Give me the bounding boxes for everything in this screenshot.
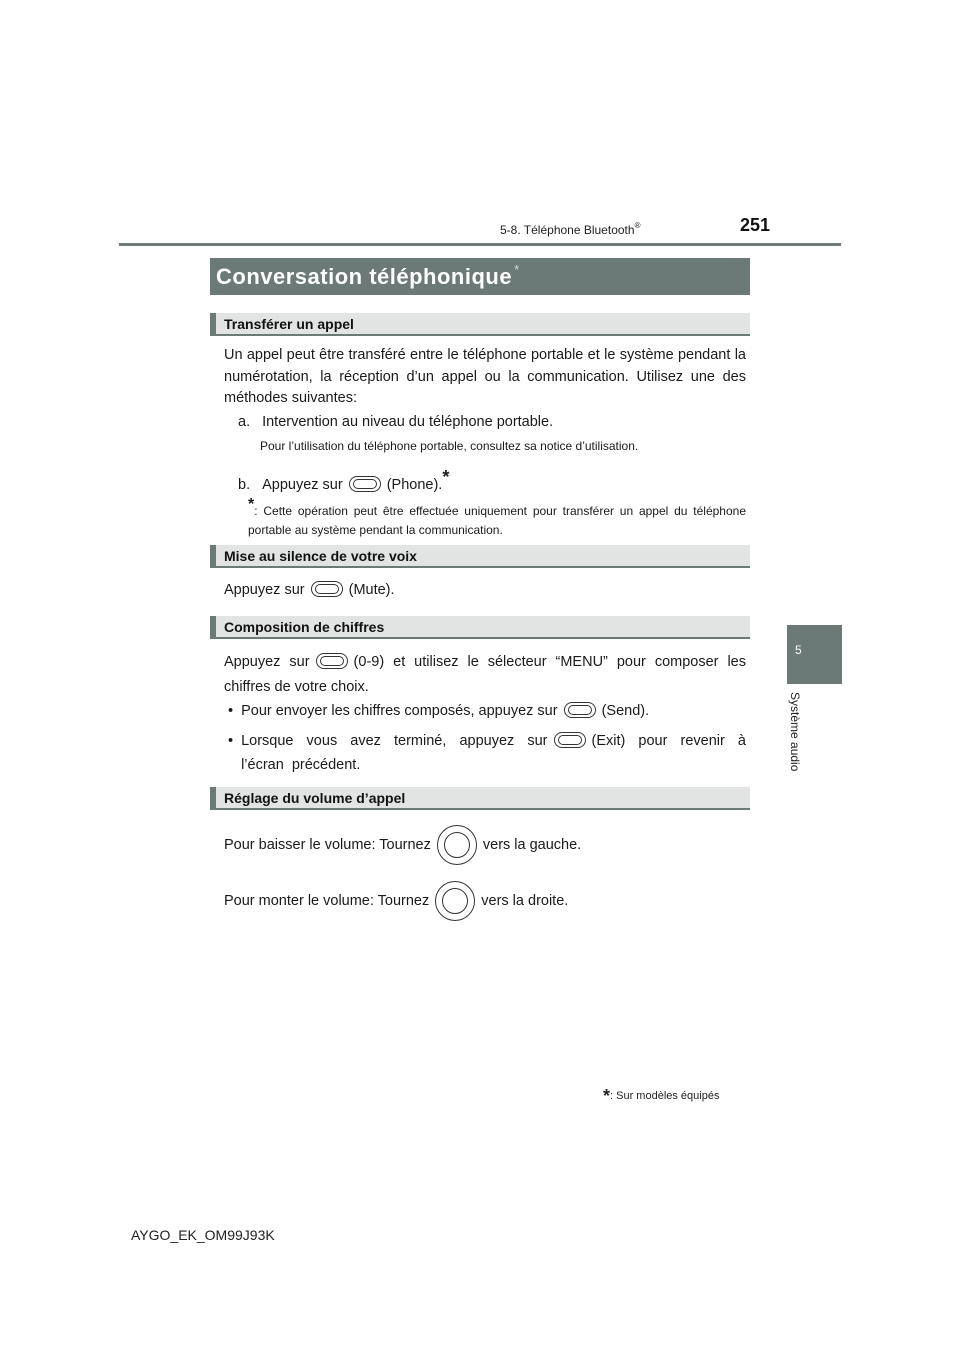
mute-instruction: [224, 579, 395, 601]
asterisk-marker: *: [442, 467, 450, 487]
mute-button-icon: [311, 581, 343, 597]
digits-bullet-send: [228, 700, 649, 722]
send-button-icon: [564, 702, 596, 718]
volume-up-suffix: vers la droite.: [481, 893, 569, 909]
phone-button-icon: [349, 476, 381, 492]
digits-suffix: (0-9) et utilisez le sélecteur “MENU” pour composer les chiffres de votre choix.: [224, 654, 746, 695]
chapter-number: 5: [795, 643, 802, 657]
chapter-label: Système audio: [788, 692, 802, 772]
subheading-mute: [210, 545, 750, 568]
volume-up-instruction: [224, 881, 568, 921]
bullet-exit-suffix: (Exit) pour revenir à l’écran précédent.: [241, 733, 746, 773]
footnote-text: : Sur modèles équipés: [610, 1090, 720, 1102]
bullet-send-prefix: Pour envoyer les chiffres composés, appuyez sur: [241, 703, 558, 719]
digits-prefix: Appuyez sur: [224, 654, 310, 670]
bullet-dot: •: [228, 733, 234, 749]
item-b-prefix: Appuyez sur: [262, 477, 343, 493]
bullet-exit-prefix: Lorsque vous avez terminé, appuyez sur: [241, 733, 548, 749]
transfer-item-b: [238, 466, 449, 496]
subheading-digits: [210, 616, 750, 639]
subheading-digits-text: Composition de chiffres: [224, 619, 385, 635]
bullet-exit-text: [241, 729, 746, 777]
transfer-item-a-note: Pour l’utilisation du téléphone portable, consultez sa notice d’utilisation.: [260, 439, 639, 453]
subheading-volume: [210, 787, 750, 810]
item-marker: b.: [238, 477, 251, 493]
mute-suffix: (Mute).: [348, 582, 395, 598]
asterisk-marker: *: [603, 1086, 611, 1106]
bullet-send-suffix: (Send).: [601, 703, 650, 719]
volume-knob-icon: [437, 825, 477, 865]
page-number: 251: [740, 215, 771, 235]
item-a-text: Intervention au niveau du téléphone portable.: [262, 414, 554, 430]
digits-instruction: [224, 650, 746, 700]
transfer-note-text: : Cette opération peut être effectuée uniquement pour transférer un appel du téléphone portable au système pendant la communication.: [248, 504, 746, 537]
registered-mark: ®: [634, 221, 641, 230]
volume-up-prefix: Pour monter le volume: Tournez: [224, 893, 430, 909]
transfer-item-a: [238, 411, 553, 433]
equipped-footnote: [603, 1086, 719, 1107]
subheading-mute-text: Mise au silence de votre voix: [224, 548, 417, 564]
page-title-text: Conversation téléphonique: [216, 264, 513, 289]
section-title: 5-8. Téléphone Bluetooth: [500, 223, 635, 237]
digit-button-icon: [316, 653, 348, 669]
equipped-asterisk: *: [514, 262, 520, 277]
asterisk-marker: *: [248, 496, 255, 513]
section-breadcrumb: [500, 221, 640, 237]
item-marker: a.: [238, 414, 251, 430]
subheading-volume-text: Réglage du volume d’appel: [224, 790, 406, 806]
header-rule: [119, 243, 841, 246]
page-title: [216, 262, 520, 290]
transfer-note: [248, 495, 746, 540]
subheading-transfer-text: Transférer un appel: [224, 316, 354, 332]
volume-down-instruction: [224, 825, 581, 865]
volume-down-suffix: vers la gauche.: [482, 837, 582, 853]
digits-bullet-exit: [228, 729, 746, 777]
volume-knob-icon: [435, 881, 475, 921]
volume-down-prefix: Pour baisser le volume: Tournez: [224, 837, 431, 853]
transfer-intro: Un appel peut être transféré entre le téléphone portable et le système pendant la numérotation, la réception d’un appel ou la communication. Utilisez une des méthodes suivantes:: [224, 347, 746, 406]
subheading-transfer: [210, 313, 750, 336]
mute-prefix: Appuyez sur: [224, 582, 305, 598]
exit-button-icon: [554, 732, 586, 748]
item-b-suffix: (Phone).: [386, 477, 443, 493]
bullet-dot: •: [228, 703, 234, 719]
document-code: AYGO_EK_OM99J93K: [131, 1227, 275, 1243]
